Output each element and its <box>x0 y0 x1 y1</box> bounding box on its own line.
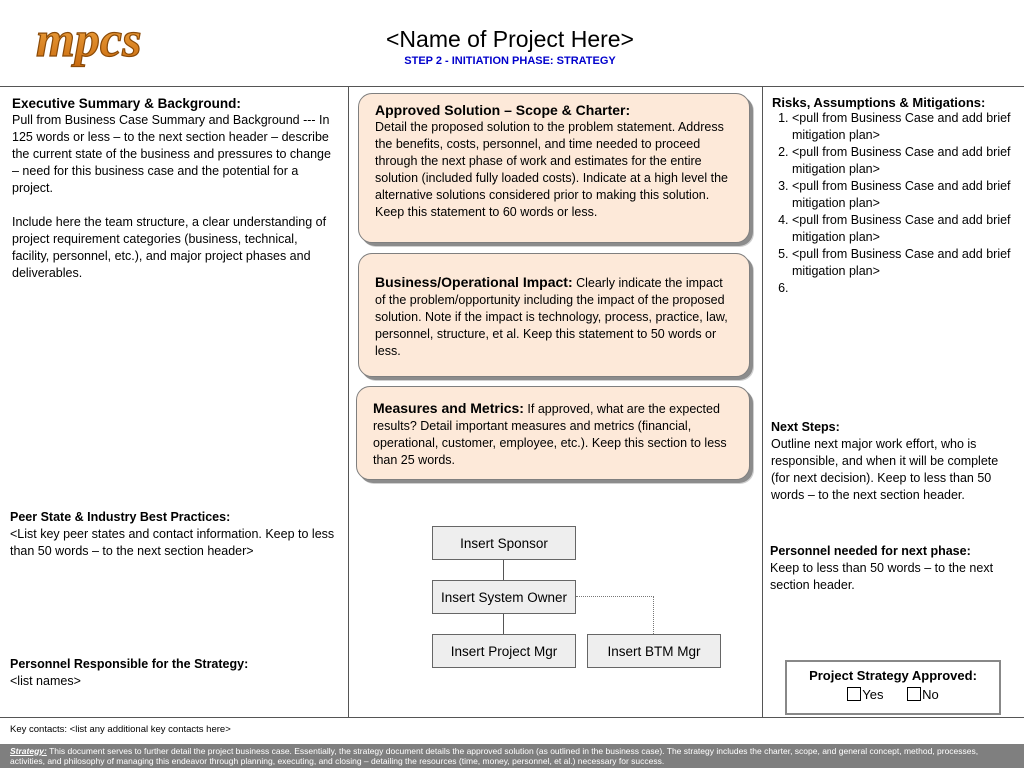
org-dotted-connector-btm <box>576 596 654 634</box>
business-impact-body: Clearly indicate the impact of the problem/opportunity including the impact of the proposed solution. Note if the impact is technology, process, practice, law, personnel, structure, et al. Keep this statement to 50 words or less. <box>375 276 728 358</box>
org-box-project-mgr: Insert Project Mgr <box>432 634 576 668</box>
footer-text: This document serves to further detail the project business case. Essentially, the strategy document details the approved solution (as outlined in the business case). The strategy includes the charter, scope, and general concept, method, processes, activities, and philosophy of managing this endeavor through planning, executing, and closing – detailing the resources (time, money, personnel, et al.) necessary for success. <box>10 746 979 766</box>
page-subtitle: STEP 2 - INITIATION PHASE: STRATEGY <box>404 55 616 67</box>
approved-solution-heading: Approved Solution – Scope & Charter: <box>375 102 631 118</box>
risks-list <box>770 110 1015 297</box>
approval-heading: Project Strategy Approved: <box>809 668 977 683</box>
executive-summary-heading: Executive Summary & Background: <box>12 96 241 111</box>
business-impact-box <box>358 253 750 377</box>
business-impact-heading: Business/Operational Impact: <box>375 274 573 290</box>
org-box-btm-mgr: Insert BTM Mgr <box>587 634 721 668</box>
approval-no-checkbox[interactable] <box>907 687 921 701</box>
next-steps-body: Outline next major work effort, who is responsible, and when it will be complete (for next decision). Keep to less than 50 words – to the next section header. <box>771 437 999 502</box>
logo-text: mpcs <box>36 11 142 67</box>
executive-summary-para1: Pull from Business Case Summary and Background --- In 125 words or less – to the next section header – describe the current state of the business and pressures to change – need for this business case and the potential for a project. <box>12 113 331 195</box>
risk-item: 4. <pull from Business Case and add brief mitigation plan> <box>792 212 1015 246</box>
content-bottom-divider <box>0 717 1024 718</box>
risk-item: 3. <pull from Business Case and add brief mitigation plan> <box>792 178 1015 212</box>
risks-heading: Risks, Assumptions & Mitigations: <box>772 95 986 110</box>
right-column-divider <box>762 86 763 717</box>
org-box-sponsor: Insert Sponsor <box>432 526 576 560</box>
header-divider <box>0 86 1024 87</box>
left-column-divider <box>348 86 349 717</box>
personnel-responsible-section <box>10 656 340 690</box>
executive-summary-para2: Include here the team structure, a clear understanding of project requirement categories (business, technical, facility, personnel, etc.), and major project phases and deliverables. <box>12 215 327 280</box>
approval-yes-label: Yes <box>862 687 884 702</box>
page-title: <Name of Project Here> <box>385 26 634 52</box>
measures-heading: Measures and Metrics: <box>373 400 524 416</box>
personnel-responsible-body: <list names> <box>10 674 81 688</box>
approved-solution-body: Detail the proposed solution to the problem statement. Address the benefits, costs, personnel, and time needed to proceed through the next phase of work and estimates for the entire solution (included fully loaded costs). Indicate at a high level the alternative solutions considered prior to making this solution. Keep this statement to 60 words or less. <box>375 120 728 219</box>
approval-no-label: No <box>922 687 939 702</box>
approval-yes-checkbox[interactable] <box>847 687 861 701</box>
measures-body: If approved, what are the expected results? Detail important measures and metrics (financial, operational, customer, employee, etc.). Keep this section to less than 25 words. <box>373 402 727 467</box>
risk-item: 5. <pull from Business Case and add brief mitigation plan> <box>792 246 1015 280</box>
measures-box <box>356 386 750 480</box>
approved-solution-box <box>358 93 750 243</box>
next-steps-section <box>771 419 1016 504</box>
approval-box <box>785 660 1001 715</box>
org-connector-sponsor-owner <box>503 559 504 580</box>
executive-summary-section <box>12 95 338 282</box>
personnel-needed-heading: Personnel needed for next phase: <box>770 544 971 558</box>
footer-label: Strategy: <box>10 746 47 756</box>
risk-item: 2. <pull from Business Case and add brief mitigation plan> <box>792 144 1015 178</box>
key-contacts: Key contacts: <list any additional key contacts here> <box>10 724 231 735</box>
risk-item <box>792 280 1015 297</box>
personnel-needed-body: Keep to less than 50 words – to the next section header. <box>770 561 994 592</box>
risk-item: 1. <pull from Business Case and add brief mitigation plan> <box>792 110 1015 144</box>
peer-state-heading: Peer State & Industry Best Practices: <box>10 510 231 524</box>
mpcs-logo <box>32 10 190 72</box>
personnel-responsible-heading: Personnel Responsible for the Strategy: <box>10 657 249 671</box>
footer-bar <box>0 744 1024 768</box>
personnel-needed-section <box>770 543 1018 594</box>
peer-state-section <box>10 509 340 560</box>
org-box-system-owner: Insert System Owner <box>432 580 576 614</box>
next-steps-heading: Next Steps: <box>771 420 840 434</box>
peer-state-body: <List key peer states and contact information. Keep to less than 50 words – to the next section header> <box>10 527 335 558</box>
org-connector-owner-pm <box>503 614 504 634</box>
